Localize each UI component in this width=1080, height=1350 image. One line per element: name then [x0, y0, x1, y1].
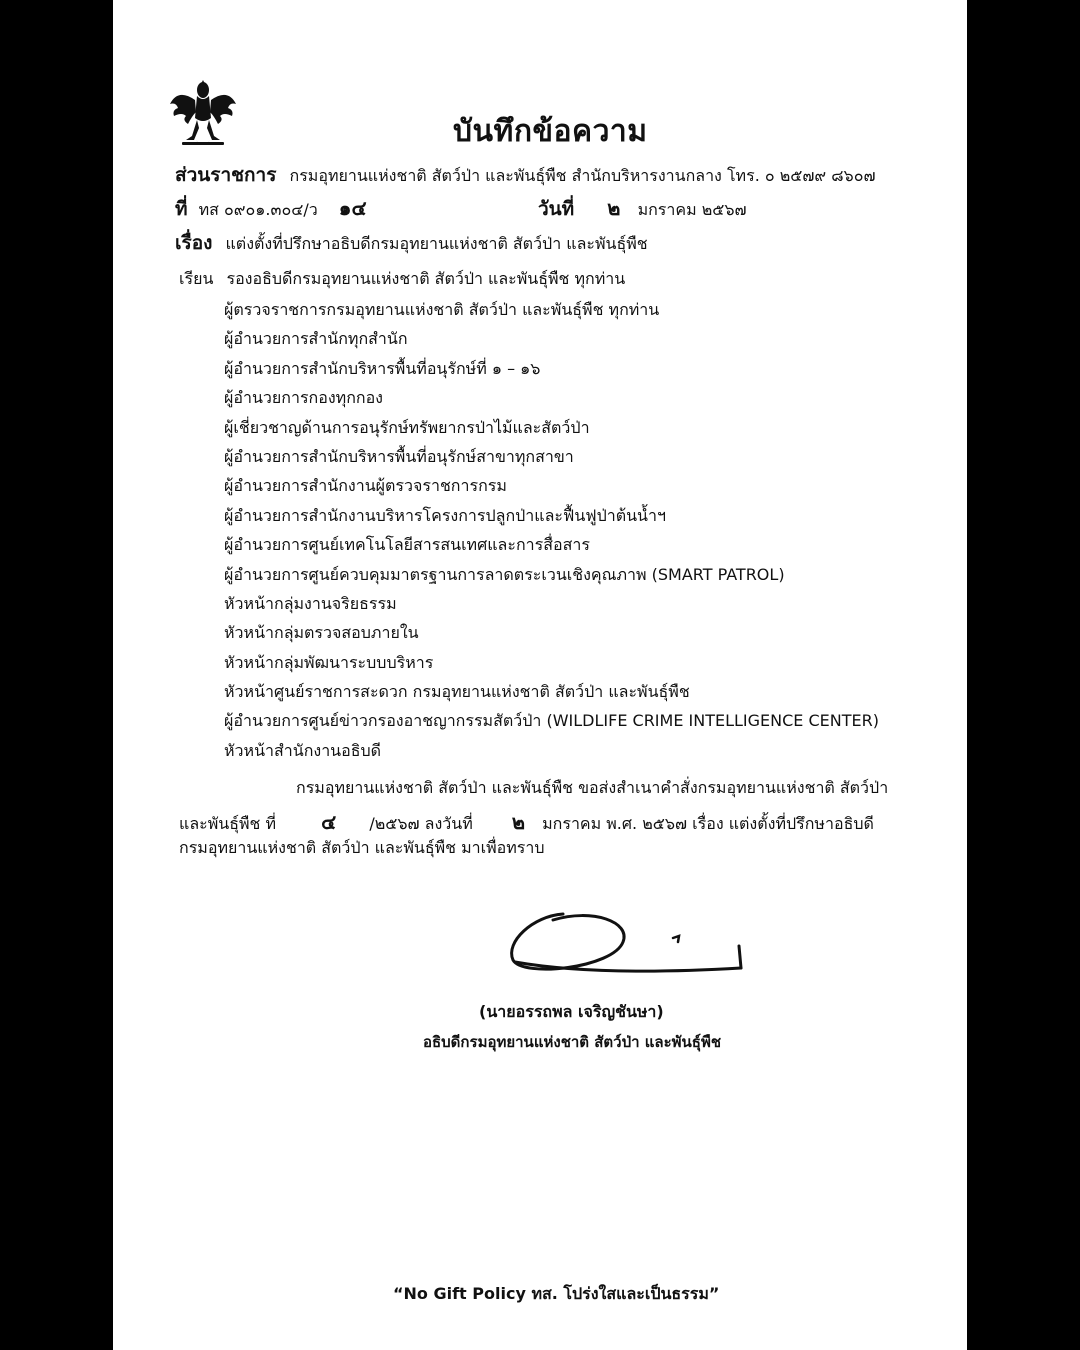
- agency-label: ส่วนราชการ: [175, 164, 277, 186]
- recipient-item: ผู้เชี่ยวชาญด้านการอนุรักษ์ทรัพยากรป่าไม้และสัตว์ป่า: [224, 417, 590, 437]
- recipient-item: ผู้อำนวยการศูนย์ข่าวกรองอาชญากรรมสัตว์ป่า (WILDLIFE CRIME INTELLIGENCE CENTER): [224, 711, 879, 731]
- date-day: ๒: [607, 196, 621, 220]
- subject-label: เรื่อง: [175, 232, 213, 254]
- recipient-item: ผู้อำนวยการสำนักงานผู้ตรวจราชการกรม: [224, 476, 507, 496]
- recipient-first-row: [179, 267, 625, 292]
- agency-row: [175, 160, 876, 190]
- recipient-list: [224, 295, 879, 765]
- subject-value: แต่งตั้งที่ปรึกษาอธิบดีกรมอุทยานแห่งชาติ สัตว์ป่า และพันธุ์พืช: [225, 234, 648, 253]
- recipient-item: ผู้อำนวยการสำนักบริหารพื้นที่อนุรักษ์ที่ ๑ – ๑๖: [224, 358, 541, 378]
- recipient-item: ผู้อำนวยการสำนักบริหารพื้นที่อนุรักษ์สาขาทุกสาขา: [224, 446, 574, 466]
- body-line-1: กรมอุทยานแห่งชาติ สัตว์ป่า และพันธุ์พืช ขอส่งสำเนาคำสั่งกรมอุทยานแห่งชาติ สัตว์ป่า: [296, 778, 889, 797]
- recipient-item: หัวหน้ากลุ่มงานจริยธรรม: [224, 593, 397, 613]
- memo-page: [113, 0, 967, 1350]
- recipient-item: หัวหน้าสำนักงานอธิบดี: [224, 740, 382, 760]
- recipient-item: ผู้อำนวยการศูนย์ควบคุมมาตรฐานการลาดตระเวนเชิงคุณภาพ (SMART PATROL): [224, 564, 785, 584]
- doc-number-value: ทส ๐๙๐๑.๓๐๔/ว: [198, 200, 318, 219]
- memo-title: บันทึกข้อความ: [453, 114, 648, 149]
- date-label: วันที่: [538, 198, 575, 220]
- garuda-emblem-icon: [168, 78, 238, 150]
- recipient-item: ผู้อำนวยการศูนย์เทคโนโลยีสารสนเทศและการสื่อสาร: [224, 535, 590, 555]
- recipient-item: รองอธิบดีกรมอุทยานแห่งชาติ สัตว์ป่า และพันธุ์พืช ทุกท่าน: [226, 269, 626, 288]
- doc-number-row: [175, 192, 367, 224]
- order-number-handwritten: ๔: [321, 810, 337, 834]
- doc-number-handwritten: ๑๔: [338, 196, 367, 220]
- agency-value: กรมอุทยานแห่งชาติ สัตว์ป่า และพันธุ์พืช สำนักบริหารงานกลาง โทร. ๐ ๒๕๗๙ ๘๖๐๗: [289, 166, 876, 185]
- recipient-item: หัวหน้ากลุ่มพัฒนาระบบบริหาร: [224, 652, 434, 672]
- date-month-year: มกราคม ๒๕๖๗: [637, 200, 747, 219]
- to-label: เรียน: [179, 269, 214, 288]
- footer-policy: “No Gift Policy ทส. โปร่งใสและเป็นธรรม”: [393, 1284, 720, 1303]
- handwritten-signature: [503, 902, 753, 982]
- recipient-item: ผู้อำนวยการกองทุกกอง: [224, 388, 383, 408]
- body-line-3: กรมอุทยานแห่งชาติ สัตว์ป่า และพันธุ์พืช มาเพื่อทราบ: [179, 838, 545, 857]
- recipient-item: ผู้อำนวยการสำนักงานบริหารโครงการปลูกป่าและฟื้นฟูป่าต้นน้ำฯ: [224, 505, 666, 525]
- order-day-handwritten: ๒: [511, 810, 526, 834]
- body-line-2-a: และพันธุ์พืช ที่: [179, 814, 276, 833]
- body-line-2-c: มกราคม พ.ศ. ๒๕๖๗ เรื่อง แต่งตั้งที่ปรึกษาอธิบดี: [542, 814, 874, 833]
- signer-title: อธิบดีกรมอุทยานแห่งชาติ สัตว์ป่า และพันธุ์พืช: [423, 1033, 722, 1051]
- body-line-2: [179, 806, 874, 838]
- date-row: [538, 192, 747, 224]
- doc-number-label: ที่: [175, 198, 188, 220]
- recipient-item: หัวหน้ากลุ่มตรวจสอบภายใน: [224, 623, 419, 643]
- signer-name: (นายอรรถพล เจริญชันษา): [479, 1002, 664, 1021]
- recipient-item: ผู้อำนวยการสำนักทุกสำนัก: [224, 329, 408, 349]
- recipient-item: หัวหน้าศูนย์ราชการสะดวก กรมอุทยานแห่งชาติ สัตว์ป่า และพันธุ์พืช: [224, 682, 690, 702]
- subject-row: [175, 228, 648, 258]
- body-line-2-b: /๒๕๖๗ ลงวันที่: [369, 814, 473, 833]
- recipient-item: ผู้ตรวจราชการกรมอุทยานแห่งชาติ สัตว์ป่า และพันธุ์พืช ทุกท่าน: [224, 300, 660, 319]
